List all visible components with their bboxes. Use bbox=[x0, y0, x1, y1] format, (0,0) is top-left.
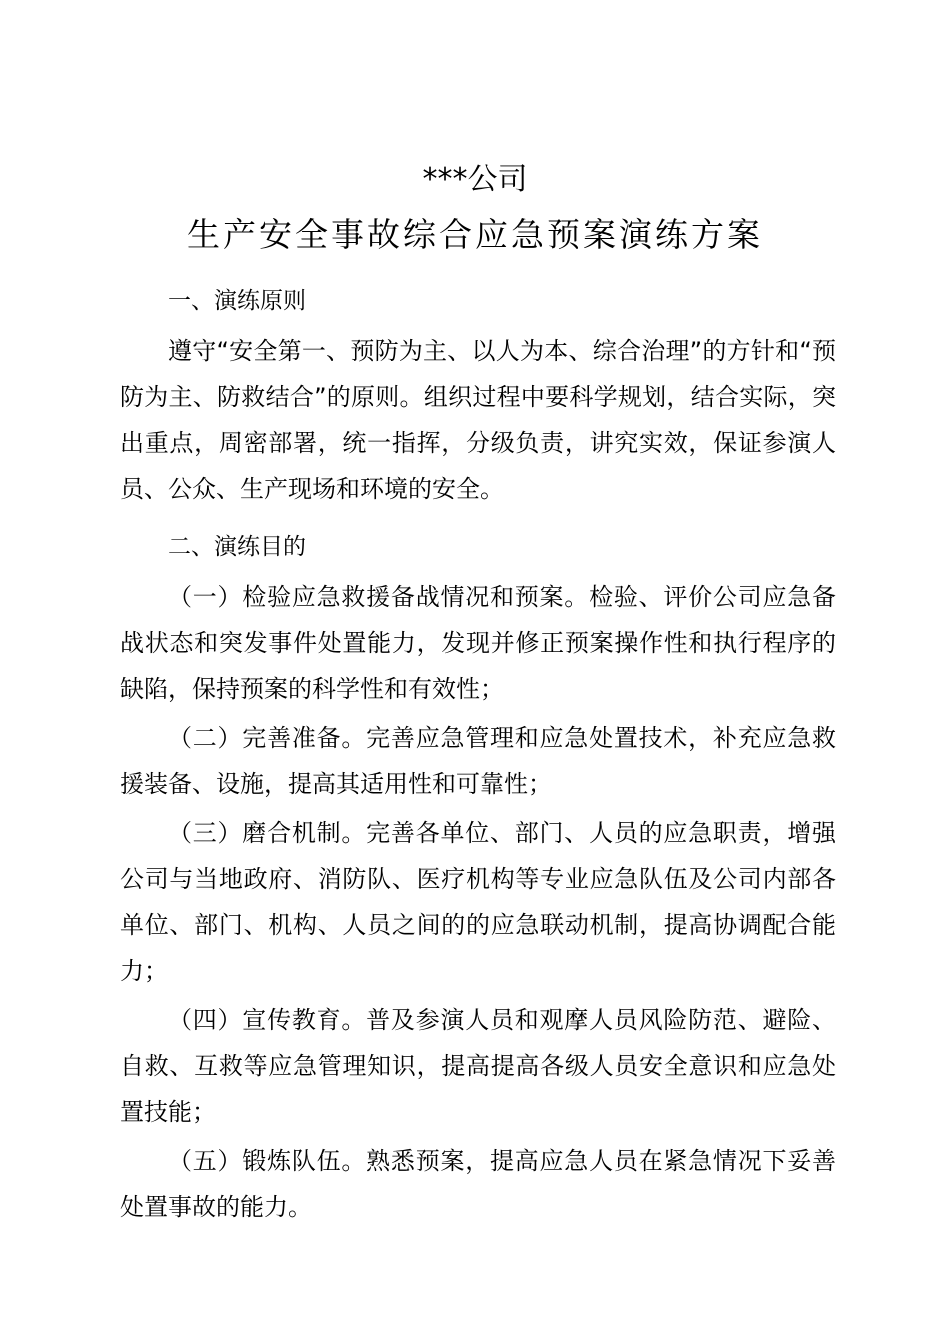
document-title: 生产安全事故综合应急预案演练方案 bbox=[187, 215, 763, 254]
document-body bbox=[120, 278, 836, 1233]
section-objectives bbox=[120, 524, 836, 1230]
objective-item-5: （五）锻炼队伍。熟悉预案，提高应急人员在紧急情况下妥善处置事故的能力。 bbox=[120, 1147, 836, 1221]
paragraph-principles: 遵守“安全第一、预防为主、以人为本、综合治理”的方针和“预防为主、防救结合”的原则。组织过程中要科学规划，结合实际，突出重点，周密部署，统一指挥，分级负责，讲究实效，保证参演人员、公众、生产现场和环境的安全。 bbox=[120, 337, 836, 503]
objective-item-1: （一）检验应急救援备战情况和预案。检验、评价公司应急备战状态和突发事件处置能力，发现并修正预案操作性和执行程序的缺陷，保持预案的科学性和有效性； bbox=[120, 583, 836, 703]
section-heading-principles: 一、演练原则 bbox=[168, 288, 306, 314]
company-title: ***公司 bbox=[422, 162, 528, 197]
section-principles bbox=[120, 278, 836, 512]
objective-item-3: （三）磨合机制。完善各单位、部门、人员的应急职责，增强公司与当地政府、消防队、医疗机构等专业应急队伍及公司内部各单位、部门、机构、人员之间的的应急联动机制，提高协调配合能力； bbox=[120, 819, 836, 985]
section-heading-objectives: 二、演练目的 bbox=[168, 534, 306, 560]
objective-item-2: （二）完善准备。完善应急管理和应急处置技术，补充应急救援装备、设施，提高其适用性和可靠性； bbox=[120, 724, 836, 798]
objective-item-4: （四）宣传教育。普及参演人员和观摩人员风险防范、避险、自救、互救等应急管理知识，提高提高各级人员安全意识和应急处置技能； bbox=[120, 1006, 836, 1126]
